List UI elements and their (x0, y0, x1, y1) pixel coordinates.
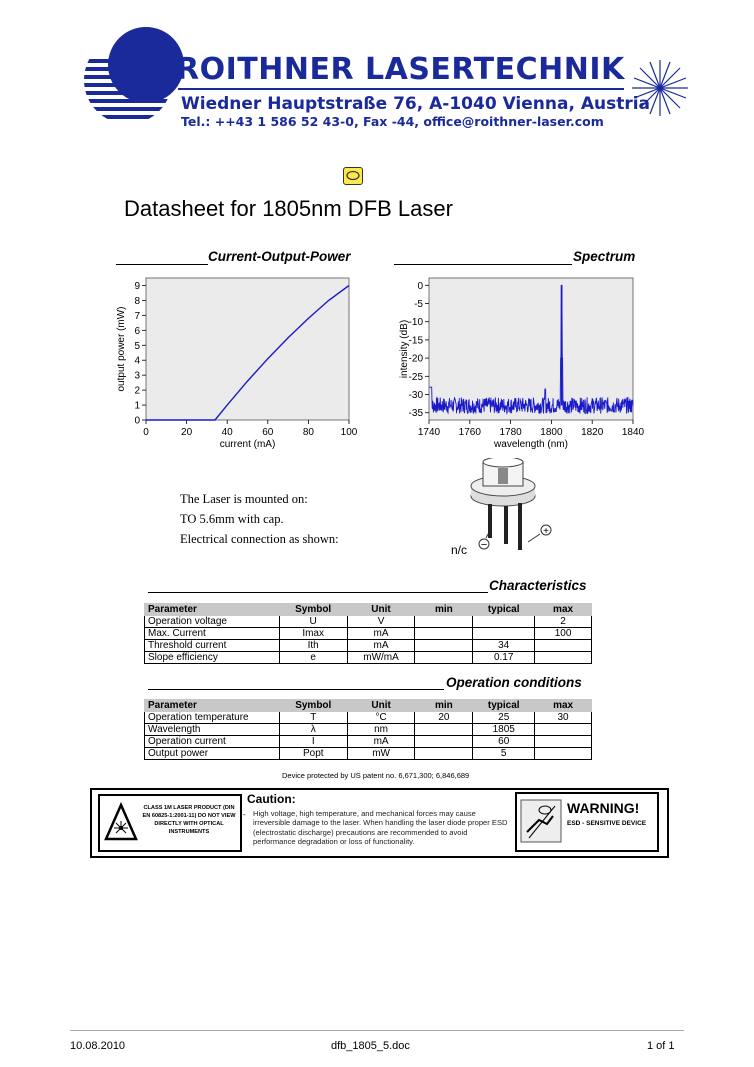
characteristics-cell: Ith (279, 640, 347, 652)
x-tick-label: 40 (221, 427, 233, 438)
characteristics-header-row (145, 604, 592, 616)
y-tick-label: 4 (134, 355, 140, 367)
characteristics-cell: 0.17 (473, 652, 535, 664)
characteristics-cell: mW/mA (347, 652, 415, 664)
plot-area (146, 278, 349, 420)
patent-notice: Device protected by US patent no. 6,671,300; 6,846,689 (282, 771, 470, 780)
characteristics-cell: e (279, 652, 347, 664)
to-can-package-diagram (448, 458, 568, 560)
characteristics-row (145, 628, 592, 640)
characteristics-row (145, 616, 592, 628)
operation-cell: Popt (279, 748, 347, 760)
operation-row (145, 736, 592, 748)
mounting-line-1: The Laser is mounted on: (180, 492, 308, 506)
footer-filename: dfb_1805_5.doc (331, 1040, 410, 1052)
y-tick-label: -25 (408, 371, 423, 383)
operation-cell: I (279, 736, 347, 748)
esd-warning-title: WARNING! (567, 800, 640, 816)
starburst-icon (630, 58, 690, 118)
operation-header-cell: min (415, 700, 473, 712)
company-name: ROITHNER LASERTECHNIK (176, 52, 625, 87)
characteristics-cell: V (347, 616, 415, 628)
operation-cell: T (279, 712, 347, 724)
operation-header-cell: typical (473, 700, 535, 712)
characteristics-cell: Max. Current (145, 628, 280, 640)
company-address: Wiedner Hauptstraße 76, A-1040 Vienna, Austria (181, 94, 651, 114)
characteristics-cell: Operation voltage (145, 616, 280, 628)
y-tick-label: -30 (408, 390, 423, 402)
y-tick-label: 0 (417, 280, 423, 292)
power-chart (110, 270, 360, 460)
spectrum-heading-rule (394, 264, 572, 265)
characteristics-cell: Imax (279, 628, 347, 640)
footer-page: 1 of 1 (647, 1040, 675, 1052)
operation-cell (415, 724, 473, 736)
x-tick-label: 100 (340, 427, 358, 438)
operation-cell (535, 736, 592, 748)
x-tick-label: 1840 (621, 427, 645, 438)
esd-warning-subtitle: ESD - SENSITIVE DEVICE (567, 820, 647, 827)
operation-row (145, 712, 592, 724)
characteristics-cell: 2 (535, 616, 592, 628)
x-tick-label: 1800 (540, 427, 563, 438)
minus-terminal-label: − (480, 539, 488, 551)
operation-cell: Operation temperature (145, 712, 280, 724)
y-tick-label: 1 (134, 400, 140, 412)
characteristics-cell (415, 616, 473, 628)
x-tick-label: 60 (262, 427, 274, 438)
laser-class-text: CLASS 1M LASER PRODUCT (DIN EN 60825-1:2001-11) DO NOT VIEW DIRECTLY WITH OPTICAL INSTRUMENTS (142, 805, 236, 835)
operation-cell (415, 736, 473, 748)
operation-cell: Operation current (145, 736, 280, 748)
operation-cell (535, 748, 592, 760)
characteristics-cell (415, 640, 473, 652)
nc-pin-label: n/c (451, 543, 468, 557)
laser-class-label (98, 794, 242, 852)
y-tick-label: 9 (134, 280, 140, 292)
operation-header-cell: Symbol (279, 700, 347, 712)
y-tick-label: -20 (408, 353, 423, 365)
characteristics-header-cell: max (535, 604, 592, 616)
x-tick-label: 1740 (417, 427, 441, 438)
esd-hand-icon (519, 798, 563, 844)
characteristics-cell (415, 652, 473, 664)
power-chart-heading: Current-Output-Power (208, 249, 351, 264)
caution-box (90, 788, 669, 858)
characteristics-cell (415, 628, 473, 640)
x-tick-label: 1820 (581, 427, 604, 438)
y-tick-label: -10 (408, 317, 423, 329)
characteristics-cell: Threshold current (145, 640, 280, 652)
operation-header-row (145, 700, 592, 712)
operation-cell (535, 724, 592, 736)
comment-note-icon[interactable] (343, 167, 363, 185)
characteristics-table (144, 603, 592, 664)
footer-rule (70, 1030, 684, 1031)
operation-cell: λ (279, 724, 347, 736)
characteristics-row (145, 640, 592, 652)
operation-cell: 25 (473, 712, 535, 724)
spectrum-chart (385, 270, 645, 460)
characteristics-cell (535, 640, 592, 652)
operation-cell: 20 (415, 712, 473, 724)
operation-cell: 5 (473, 748, 535, 760)
header-divider (178, 88, 624, 90)
y-axis-label: output power (mW) (116, 306, 127, 392)
spectrum-chart-heading: Spectrum (573, 249, 636, 264)
operation-cell: 1805 (473, 724, 535, 736)
operation-cell: Output power (145, 748, 280, 760)
characteristics-cell (473, 628, 535, 640)
x-tick-label: 1760 (458, 427, 481, 438)
characteristics-header-cell: Unit (347, 604, 415, 616)
characteristics-cell: 34 (473, 640, 535, 652)
operation-cell (415, 748, 473, 760)
power-heading-rule (116, 264, 208, 265)
y-tick-label: 5 (134, 340, 140, 352)
operation-header-cell: Parameter (145, 700, 280, 712)
operation-header-cell: Unit (347, 700, 415, 712)
characteristics-cell: 100 (535, 628, 592, 640)
y-tick-label: 6 (134, 325, 140, 337)
caution-text: High voltage, high temperature, and mechanical forces may cause irreversible damage to the laser. When handling the laser diode proper ESD (electrostatic discharge) precautions are recommended to avoid performance degradation or loss of functionality. (253, 809, 508, 847)
operation-cell: mA (347, 736, 415, 748)
characteristics-heading: Characteristics (489, 578, 587, 593)
caution-bullet: - (243, 810, 246, 819)
operation-heading-rule (148, 689, 444, 690)
x-tick-label: 20 (181, 427, 193, 438)
operation-cell: 30 (535, 712, 592, 724)
characteristics-cell (535, 652, 592, 664)
company-contact: Tel.: ++43 1 586 52 43-0, Fax -44, office@roithner-laser.com (181, 114, 604, 129)
x-tick-label: 1780 (499, 427, 522, 438)
characteristics-cell: mA (347, 628, 415, 640)
y-tick-label: 0 (134, 415, 140, 427)
operation-cell: mW (347, 748, 415, 760)
operation-cell: °C (347, 712, 415, 724)
operation-header-cell: max (535, 700, 592, 712)
x-tick-label: 80 (302, 427, 314, 438)
footer-date: 10.08.2010 (70, 1040, 126, 1052)
mounting-line-3: Electrical connection as shown: (180, 532, 339, 546)
characteristics-cell (473, 616, 535, 628)
operation-cell: nm (347, 724, 415, 736)
characteristics-header-cell: Symbol (279, 604, 347, 616)
x-axis-label: current (mA) (219, 439, 276, 450)
mounting-notes (180, 489, 339, 549)
characteristics-row (145, 652, 592, 664)
operation-heading: Operation conditions (446, 675, 582, 690)
y-tick-label: -15 (408, 335, 423, 347)
characteristics-heading-rule (148, 592, 488, 593)
y-tick-label: 2 (134, 385, 140, 397)
y-tick-label: 3 (134, 370, 140, 382)
operation-cell: 60 (473, 736, 535, 748)
x-axis-label: wavelength (nm) (494, 439, 568, 450)
y-tick-label: 8 (134, 295, 140, 307)
esd-warning-label (515, 792, 659, 852)
characteristics-header-cell: typical (473, 604, 535, 616)
x-tick-label: 0 (143, 427, 149, 438)
characteristics-cell: U (279, 616, 347, 628)
caution-heading: Caution: (247, 792, 296, 806)
characteristics-header-cell: Parameter (145, 604, 280, 616)
characteristics-header-cell: min (415, 604, 473, 616)
operation-row (145, 748, 592, 760)
y-tick-label: -35 (408, 408, 423, 420)
y-axis-label: intensity (dB) (399, 319, 410, 379)
y-tick-label: -5 (414, 298, 423, 310)
operation-row (145, 724, 592, 736)
plus-terminal-label: + (543, 526, 549, 537)
y-tick-label: 7 (134, 310, 140, 322)
page-title: Datasheet for 1805nm DFB Laser (124, 196, 453, 221)
characteristics-cell: Slope efficiency (145, 652, 280, 664)
operation-table (144, 699, 592, 760)
laser-hazard-icon (104, 802, 138, 842)
characteristics-cell: mA (347, 640, 415, 652)
operation-cell: Wavelength (145, 724, 280, 736)
mounting-line-2: TO 5.6mm with cap. (180, 512, 284, 526)
